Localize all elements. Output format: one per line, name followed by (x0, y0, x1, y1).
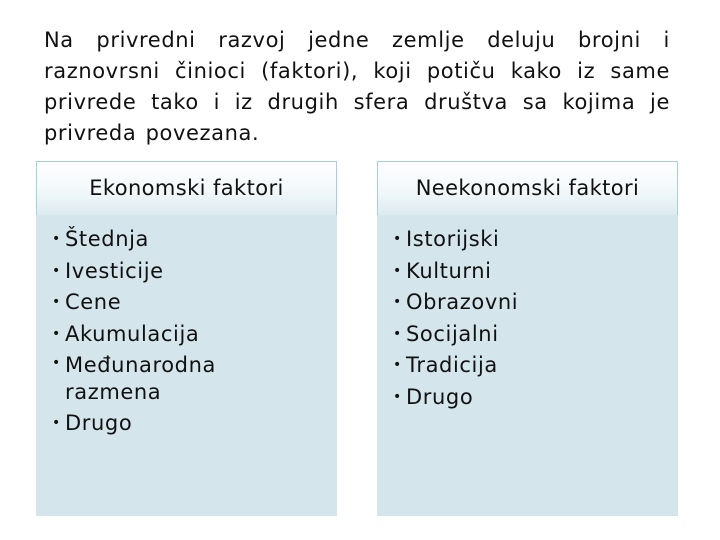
list-item: • Tradicija (393, 350, 678, 382)
list-item: • Štednja (52, 224, 337, 256)
non-economic-factors-body (377, 215, 678, 516)
list-item: • Akumulacija (52, 319, 337, 351)
intro-paragraph: Na privredni razvoj jedne zemlje deluju brojni i raznovrsni činioci (faktori), koji potiču kako iz same privrede tako i iz drugih sfera društva sa kojima je privreda povezana. (44, 28, 670, 145)
list-item: • Istorijski (393, 224, 678, 256)
list-item: • Drugo (393, 382, 678, 414)
list-item: • Drugo (52, 408, 337, 440)
list-item: • Međunarodna razmena (52, 350, 215, 408)
list-item: • Obrazovni (393, 287, 678, 319)
economic-factors-list (52, 224, 337, 440)
non-economic-factors-column (377, 161, 678, 516)
economic-factors-column (36, 161, 337, 516)
economic-factors-body (36, 215, 337, 516)
list-item: • Cene (52, 287, 337, 319)
non-economic-factors-list (393, 224, 678, 413)
non-economic-factors-header: Neekonomski faktori (377, 161, 678, 215)
list-item: • Socijalni (393, 319, 678, 351)
list-item: • Ivesticije (52, 256, 337, 288)
economic-factors-header: Ekonomski faktori (36, 161, 337, 215)
list-item: • Kulturni (393, 256, 678, 288)
